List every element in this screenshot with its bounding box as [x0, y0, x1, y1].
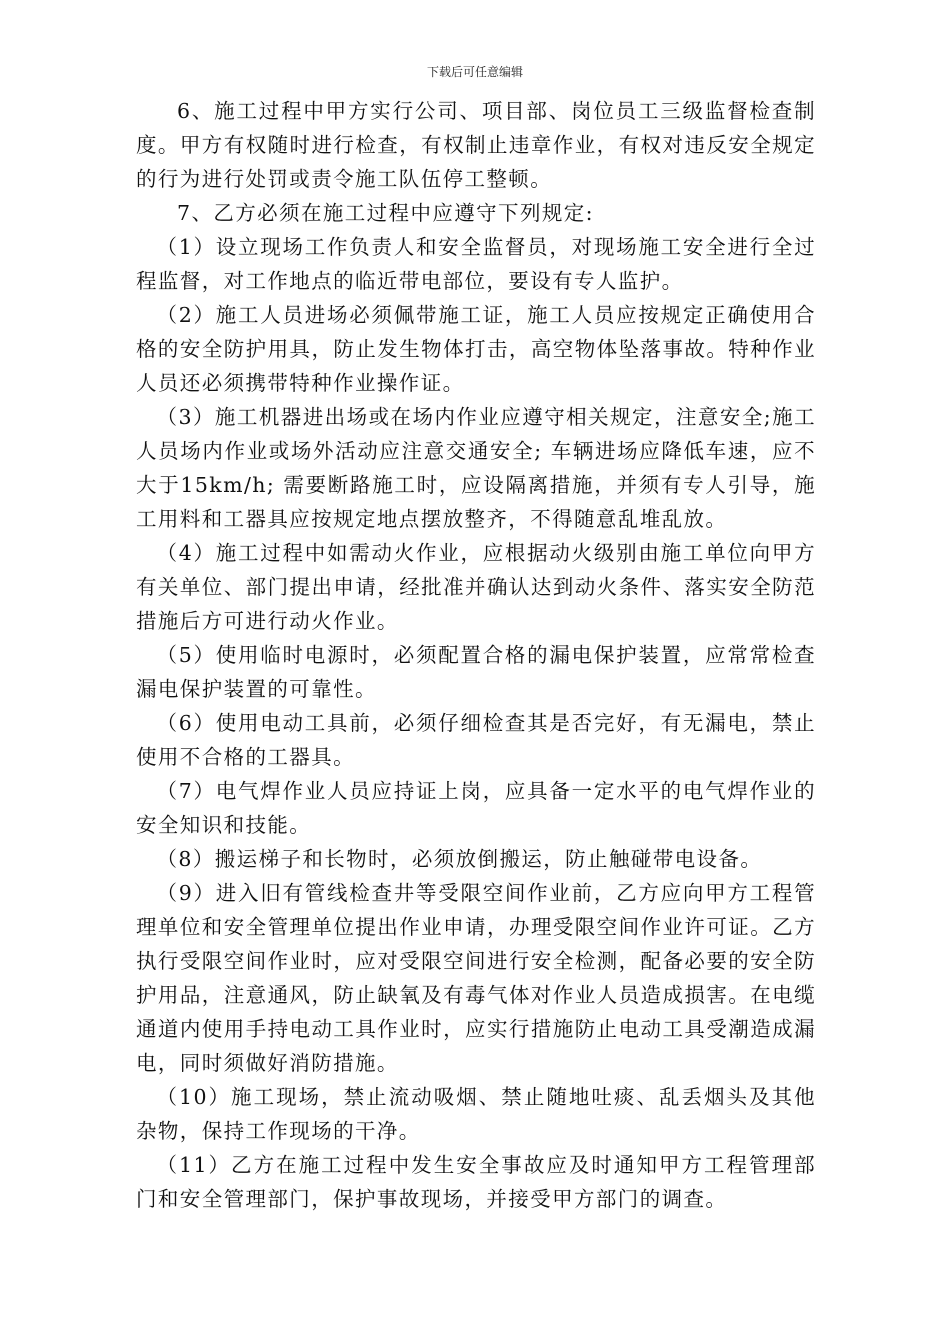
page-header: 下载后可任意编辑 — [426, 65, 523, 79]
paragraph-item-5: （5）使用临时电源时，必须配置合格的漏电保护装置，应常常检查漏电保护装置的可靠性。 — [136, 643, 816, 701]
document-body — [136, 94, 816, 1216]
paragraph-rule-6: 6、施工过程中甲方实行公司、项目部、岗位员工三级监督检查制度。甲方有权随时进行检查，有权制止违章作业，有权对违反安全规定的行为进行处罚或责令施工队伍停工整顿。 — [136, 99, 816, 191]
paragraph-item-9: （9）进入旧有管线检查井等受限空间作业前，乙方应向甲方工程管理单位和安全管理单位提出作业申请，办理受限空间作业许可证。乙方执行受限空间作业时，应对受限空间进行安全检测，配备必要的安全防护用品，注意通风，防止缺氧及有毒气体对作业人员造成损害。在电缆通道内使用手持电动工具作业时，应实行措施防止电动工具受潮造成漏电，同时须做好消防措施。 — [136, 881, 816, 1075]
paragraph-item-3: （3）施工机器进出场或在场内作业应遵守相关规定，注意安全;施工人员场内作业或场外活动应注意交通安全; 车辆进场应降低车速，应不大于15km/h; 需要断路施工时，应设隔离措施，并须有专人引导，施工用料和工器具应按规定地点摆放整齐，不得随意乱堆乱放。 — [136, 405, 816, 531]
paragraph-item-7: （7）电气焊作业人员应持证上岗，应具备一定水平的电气焊作业的安全知识和技能。 — [136, 779, 816, 837]
paragraph-rule-7: 7、乙方必须在施工过程中应遵守下列规定: — [177, 201, 594, 225]
paragraph-item-8: （8）搬运梯子和长物时，必须放倒搬运，防止触碰带电设备。 — [156, 847, 763, 871]
paragraph-item-6: （6）使用电动工具前，必须仔细检查其是否完好，有无漏电，禁止使用不合格的工器具。 — [136, 711, 816, 769]
paragraph-item-4: （4）施工过程中如需动火作业，应根据动火级别由施工单位向甲方有关单位、部门提出申请，经批准并确认达到动火条件、落实安全防范措施后方可进行动火作业。 — [136, 541, 816, 633]
paragraph-item-10: （10）施工现场，禁止流动吸烟、禁止随地吐痰、乱丢烟头及其他杂物，保持工作现场的干净。 — [136, 1085, 816, 1143]
paragraph-item-1: （1）设立现场工作负责人和安全监督员，对现场施工安全进行全过程监督，对工作地点的临近带电部位，要设有专人监护。 — [136, 235, 816, 293]
paragraph-item-2: （2）施工人员进场必须佩带施工证，施工人员应按规定正确使用合格的安全防护用具，防止发生物体打击，高空物体坠落事故。特种作业人员还必须携带特种作业操作证。 — [136, 303, 816, 395]
paragraph-item-11: （11）乙方在施工过程中发生安全事故应及时通知甲方工程管理部门和安全管理部门，保护事故现场，并接受甲方部门的调查。 — [136, 1153, 816, 1211]
